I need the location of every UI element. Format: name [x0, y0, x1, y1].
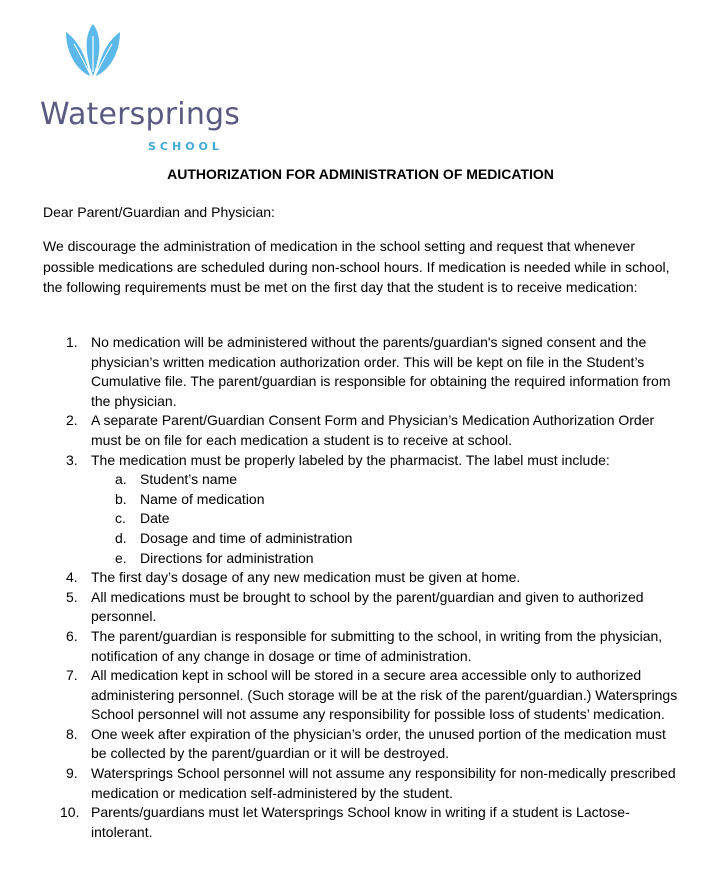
list-item-text: A separate Parent/Guardian Consent Form and Physician’s Medication Authorization Order must be on file for each medication a student is to receive at school.: [91, 412, 655, 448]
list-number: 10.: [60, 804, 80, 821]
intro-paragraph: We discourage the administration of medication in the school setting and request that whenever possible medications are scheduled during non-school hours. If medication is needed while in school, the following requirements must be met on the first day that the student is to receive medication:: [43, 238, 670, 295]
sublist-text: Directions for administration: [140, 549, 314, 566]
sublist-text: Dosage and time of administration: [140, 529, 353, 546]
list-item: [43, 588, 683, 627]
logo-wordmark: Watersprings: [40, 97, 241, 132]
list-item: [43, 411, 683, 450]
list-item-text: The medication must be properly labeled by the pharmacist. The label must include:: [91, 451, 610, 468]
list-item-text: No medication will be administered without the parents/guardian's signed consent and the physician’s written medication authorization order. This will be kept on file in the Student’s Cumulative file. The parent/guardian is responsible for obtaining the required information from the physician.: [91, 334, 671, 409]
list-item-text: All medication kept in school will be stored in a secure area accessible only to authorized administering personnel. (Such storage will be at the risk of the parent/guardian.) Watersprings School personnel will not assume any responsibility for possible loss of students’ medication.: [91, 667, 678, 723]
list-number: 9.: [66, 765, 78, 782]
list-number: 1.: [66, 334, 78, 350]
document-title: AUTHORIZATION FOR ADMINISTRATION OF MEDICATION: [167, 166, 554, 182]
sublist-letter: d.: [115, 529, 127, 546]
list-item: [43, 627, 683, 666]
lotus-icon: [62, 22, 124, 78]
label-sublist-item: [43, 509, 683, 529]
sublist-letter: a.: [115, 471, 127, 488]
sublist-text: Student’s name: [140, 471, 238, 488]
list-number: 4.: [66, 569, 78, 586]
list-item: [43, 568, 683, 588]
list-number: 8.: [66, 725, 78, 742]
list-item: [43, 451, 683, 471]
school-logo: [40, 22, 241, 153]
list-item-text: All medications must be brought to school by the parent/guardian and given to authorized personnel.: [91, 588, 644, 625]
list-number: 3.: [66, 451, 78, 468]
sublist-letter: b.: [115, 490, 127, 507]
sublist-text: Date: [140, 510, 170, 527]
logo-subtitle: SCHOOL: [148, 140, 223, 153]
list-item: [43, 764, 683, 803]
list-item-text: The parent/guardian is responsible for submitting to the school, in writing from the physician, notification of any change in dosage or time of administration.: [91, 627, 663, 664]
sublist-text: Name of medication: [140, 490, 265, 507]
label-sublist-item: [43, 470, 683, 490]
list-number: 2.: [66, 412, 78, 429]
sublist-letter: c.: [115, 510, 126, 527]
label-sublist-item: [43, 529, 683, 549]
sublist-letter: e.: [115, 549, 127, 566]
list-item: [43, 803, 683, 842]
label-sublist-item: [43, 490, 683, 510]
requirements-list: [43, 333, 683, 842]
list-item: [43, 666, 683, 725]
list-item: [43, 725, 683, 764]
list-number: 7.: [66, 667, 78, 684]
list-item-text: Watersprings School personnel will not assume any responsibility for non-medically prescribed medication or medication self-administered by the student.: [91, 765, 676, 801]
list-item: [43, 333, 683, 411]
list-item-text: The first day’s dosage of any new medication must be given at home.: [91, 569, 521, 586]
list-item-text: Parents/guardians must let Watersprings School know in writing if a student is Lactose-intolerant.: [91, 804, 630, 840]
label-sublist-item: [43, 549, 683, 569]
list-number: 5.: [66, 588, 78, 605]
salutation: Dear Parent/Guardian and Physician:: [43, 204, 275, 220]
list-number: 6.: [66, 627, 78, 644]
list-item-text: One week after expiration of the physician’s order, the unused portion of the medication must be collected by the parent/guardian or it will be destroyed.: [91, 725, 666, 762]
